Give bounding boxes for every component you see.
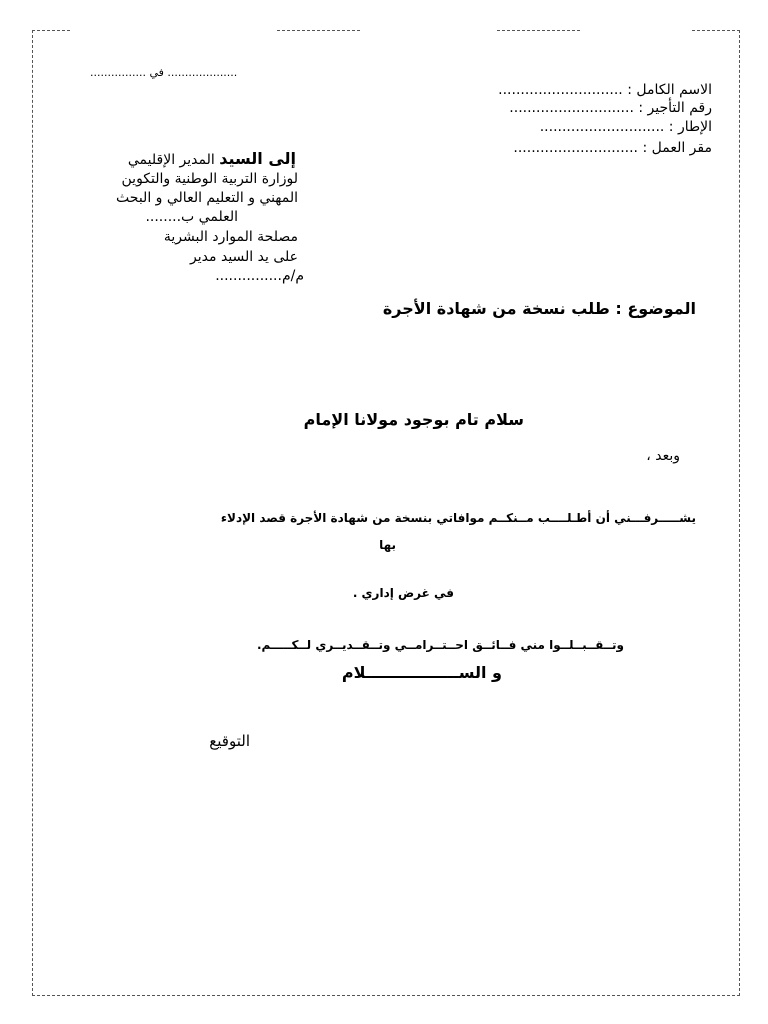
addressee-title: إلى السيد — [219, 149, 296, 168]
signature-label: التوقيع — [209, 732, 250, 750]
final-salam: و الســـــــــــــــــلام — [341, 663, 502, 682]
addressee-line-2: لوزارة التربية الوطنية والتكوين — [121, 171, 298, 187]
addressee-role: المدير الإقليمي — [127, 152, 220, 168]
addressee-line-1 — [128, 150, 296, 169]
addressee-line-7: م/م............... — [215, 268, 304, 284]
workplace-field: مقر العمل : ............................ — [513, 140, 712, 156]
addressee-line-4: العلمي ب........ — [145, 209, 238, 225]
border-gap — [70, 26, 276, 34]
addressee-line-5: مصلحة الموارد البشرية — [163, 229, 298, 245]
body-line-2: بها — [379, 538, 396, 552]
addressee-line-3: المهني و التعليم العالي و البحث — [116, 190, 298, 206]
grade-field: الإطار : ............................ — [539, 119, 712, 135]
border-gap — [360, 26, 496, 34]
closing-line: وتــقــبــلــوا مني فــائــق احــتــرامــي وتــقــديــري لــكـــــم. — [257, 638, 624, 652]
body-line-3: في غرض إداري . — [352, 586, 454, 600]
border-gap — [580, 26, 690, 34]
addressee-line-6: على يد السيد مدير — [190, 249, 298, 265]
after-greeting: وبعد ، — [646, 448, 680, 464]
date-line: .................... في ................ — [90, 66, 238, 79]
body-line-1: يشـــــرفـــني أن أطـلــــب مــنكــم موافاتي بنسخة من شهادة الأجرة قصد الإدلاء — [220, 511, 696, 525]
employment-number-field: رقم التأجير : ............................ — [509, 100, 712, 116]
subject-line: الموضوع : طلب نسخة من شهادة الأجرة — [382, 299, 696, 318]
full-name-field: الاسم الكامل : ............................ — [498, 82, 712, 98]
greeting: سلام تام بوجود مولانا الإمام — [303, 410, 524, 429]
